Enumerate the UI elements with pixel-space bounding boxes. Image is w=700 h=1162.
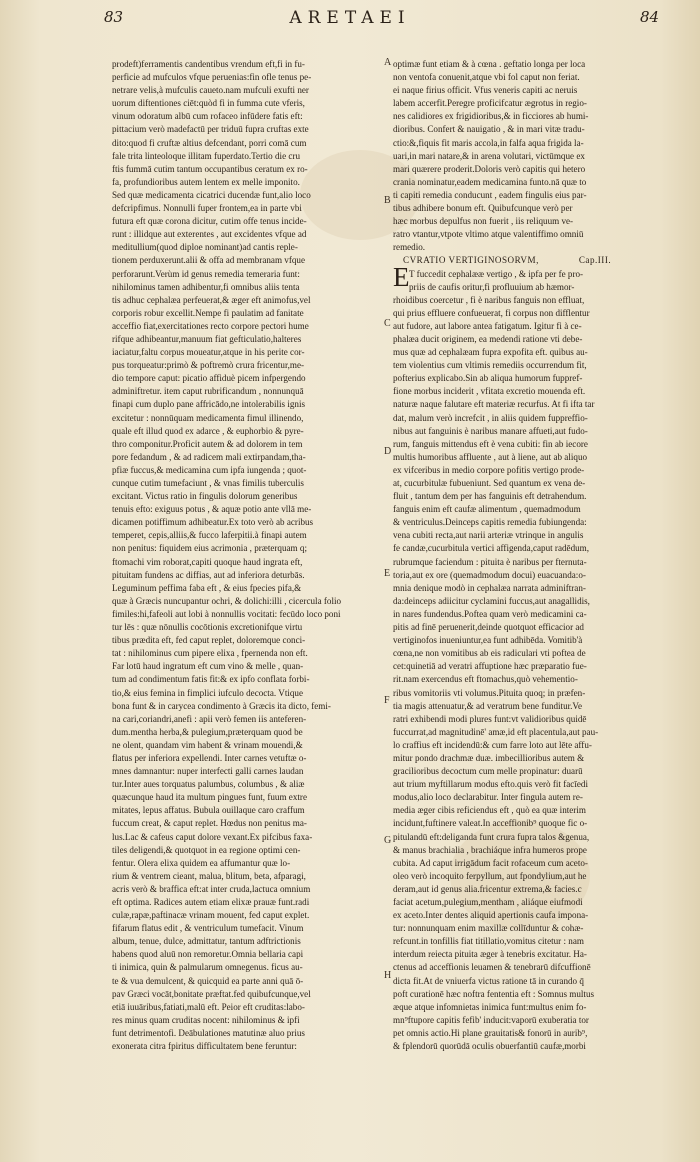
text-line: ribus vomitoriis vti volumus.Pituita quoq; in præfen- [393, 687, 586, 698]
text-line: tibus prædita eft, fed caput replet, doloremque conci- [112, 635, 306, 646]
text-line: rifque adhibeantur,manuum fiat gefticulatio,halteres [112, 333, 302, 344]
text-line: & fplendorū quorūdā oculis obuerfantiū caufæ,morbi [393, 1041, 586, 1052]
text-line: crania nominatur,eadem medicamina funto.nā quæ to [393, 176, 587, 187]
text-line: acceffio fiat,exercitationes recto corpore pectori hume [112, 320, 309, 331]
text-line: fentur. Olera elixa quidem ea affumantur quæ lo- [112, 857, 291, 868]
text-line: nes calidiores ex frigidioribus,& in ficciores ab humi- [393, 111, 589, 122]
text-line: nihilominus tamen adhibentur,fi omnibus aliis tenta [112, 281, 300, 292]
text-line: toria,aut ex ore (quemadmodum docui) euacuanda:o- [393, 569, 586, 580]
text-line: æque atque infomnietas inimica funt:multus enim fo- [393, 1001, 587, 1012]
text-line: vertiginofos inueniuntur,ea funt adhibēda. Vomitib'à [393, 635, 583, 646]
text-line: rubrumque faciendum : pituita è naribus per fternuta- [393, 556, 587, 567]
text-line: hæc morbus depulfus non fuerit , iis reliquum ve- [393, 216, 574, 227]
running-head [0, 8, 700, 30]
text-line: ex vifceribus in medio corpore pofitis vertigo prode- [393, 464, 585, 475]
text-line: ctenus ad acceffionis leuamen & tenebrarū difcuffionē [393, 962, 591, 973]
text-line: rium & ventrem cieant, malua, blitum, beta, afparagi, [112, 870, 306, 881]
text-line: pet omnis actio.Hi plane grauitatis& fonorū in aurib⁹, [393, 1027, 588, 1038]
folio-right: 84 [640, 8, 660, 26]
margin-letter-f: F [384, 695, 390, 706]
text-line: pituitam fundens ac diffias, aut ad inferiora deturbās. [112, 569, 305, 580]
text-line: fanguis enim eft caufæ alimentum , quemadmodum [393, 504, 581, 515]
text-line: res minus quam cruditas nocent: nihilominus & ipfi [112, 1014, 300, 1025]
text-line: tur: nonnunquam enim maxillæ collīduntur & cohæ- [393, 923, 584, 934]
text-line: mn⁹ftupore capitis fefib' inducit:vaporū exuberatia tor [393, 1014, 589, 1025]
running-title: ARETAEI [289, 8, 411, 28]
text-line: & manus brachialia , brachiáque infra humeros prope [393, 844, 587, 855]
text-line: mitates, lepus affatus. Bubula ouillaque caro craffum [112, 805, 305, 816]
text-line: aut fudore, aut labore antea fatigatum. Igitur fi à ce- [393, 320, 582, 331]
text-line: futura eft quæ corona dicitur, cutim offe tenus incide- [112, 216, 307, 227]
text-line: habens quod aluū non remoretur.Omnia bellaria capi [112, 949, 304, 960]
text-line: cubita. Ad caput irrigādum facit rofaceum cum aceto- [393, 857, 588, 868]
text-line: pitis ad finē peruenerit,deinde quotquot efficacior ad [393, 622, 584, 633]
text-line: lus.Lac & cafeus caput dolore vexant.Ex pifcibus faxa- [112, 831, 313, 842]
text-line: fluit , tantum dem per has fanguinis eft detrahendum. [393, 491, 587, 502]
text-line: ctio:&,fiquis fit maris accola,in falfa aqua frigida la- [393, 137, 584, 148]
text-line: tibus adhibere bonum eft. Quibufcunque verò per [393, 203, 573, 214]
text-line: corporis robur excellit.Nempe fi paulatim ad fanitate [112, 307, 304, 318]
text-line: mus quæ ad cephalæam fupra expofita eft. quibus au- [393, 347, 588, 358]
text-line: meditullium(quod diploe nominant)ad cantis reple- [112, 242, 298, 253]
text-line: mnia denique modò in cephalæa narrata adminiftran- [393, 582, 586, 593]
text-line: tiles deligendi,& quotquot in ea regione optimi cen- [112, 844, 301, 855]
text-line: uorum diftentiones ciēt:quòd fi in fumma cute vferis, [112, 98, 305, 109]
text-line: ftomachi vim roborat,capiti quoque haud ingrata eft, [112, 556, 303, 567]
text-line: modus,alio loco declarabitur. Inter fingula autem re- [393, 792, 583, 803]
margin-letter-g: G [384, 835, 392, 846]
text-line: fale trita linteoloque illitam fuperdato.Tertio die cru [112, 150, 300, 161]
text-line: vena cubiti recta,aut narii arteriæ vtrinque in angulis [393, 530, 584, 541]
text-line: culæ,rapæ,paftinacæ vrinam mouent, fed caput explet. [112, 910, 310, 921]
text-line: eft optima. Radices autem etiam elixæ prauæ funt.radi [112, 897, 310, 907]
text-line: da:deinceps adiicitur cyclamini fuccus,aut anagallidis, [393, 595, 590, 606]
text-line: labem accerfit.Peregre proficifcatur ægrotus in regio- [393, 98, 587, 109]
text-line: cunque cutim tumefaciunt , & vnas fimilis tuberculis [112, 478, 304, 488]
text-line: netrare velis,à mufculis caueto.nam mufculi exufti ner [112, 85, 309, 96]
text-line: media æger cibis reficiendus eft , quò ea quæ interim [393, 805, 586, 816]
text-line: na cari,coriandri,anefi : apii verò femen iis anteferen- [112, 713, 307, 724]
text-line: pitulandū eft:deliganda funt crura fupra talos &genua, [393, 831, 590, 842]
text-line: priis de caufis oritur,fi profluuium ab hæmor- [409, 281, 575, 292]
text-line: tis adhuc cephalæa perfeuerat,& æger eft animofus,vel [112, 294, 311, 305]
text-line: tat : nihilominus cum pipere elixa , fpernenda non eft. [112, 648, 308, 659]
text-line: quæcunque haud ita multum pingues funt, fuum extre [112, 792, 307, 803]
text-line: vinum odoratum albū cum rofaceo infūdere fatis eft: [112, 111, 303, 122]
text-line: acris verò & braffica eft:at inter cruda,lactuca omnium [112, 883, 311, 894]
text-line: funt detrimentofi. Deābulationes matutinæ aluo prius [112, 1027, 305, 1038]
text-line: album, tenue, dulce, admittatur, tantum adftrictionis [112, 936, 301, 947]
text-line: bona funt & in carycea condimento à Græcis ita dicto, femi- [112, 700, 331, 711]
drop-capital: E [393, 262, 410, 292]
text-line: te & vua demulcent, & quicquid ea parte anni quā ō- [112, 975, 304, 986]
text-line: perficie ad mufculos vfque peruenias:fin ofle tenus pe- [112, 72, 312, 83]
text-line: ti inimica, quin & palmularum omnegenus. ficus au- [112, 962, 303, 973]
chapter-title: CVRATIO VERTIGINOSORVM, [403, 255, 539, 266]
text-line: tio,& eius femina in fimplici iufculo decocta. Vtique [112, 687, 304, 698]
margin-letter-b: B [384, 195, 391, 206]
text-line: fuccum creat, & caput replet. Hœdus non penitus ma- [112, 818, 307, 829]
text-line: dito:quod fi cruftæ altius defcendant, porri comā cum [112, 137, 307, 148]
text-line: Far lotū haud ingratum eft cum vino & melle , quan- [112, 661, 304, 672]
text-line: optimæ funt etiam & à cœna . geftatio longa per loca [393, 59, 586, 69]
folio-left: 83 [104, 8, 124, 26]
text-line: ti capiti remedia conducunt , eadem fingulis eius par- [393, 189, 587, 200]
text-line: interdum reiecta pituita æger à tenebris excitatur. Ha- [393, 949, 587, 960]
text-line: ratri exhibendi modi plures funt:vt validioribus quidē [393, 713, 587, 724]
text-line: fifarum flatus edit , & ventriculum tumefacit. Vinum [112, 923, 304, 934]
chapter-heading [393, 254, 668, 267]
text-line: mari quærere proderit.Doloris verò capitis qui hetero [393, 163, 586, 174]
text-line: qui prius effluere confueuerat, fi corpus non difflentur [393, 307, 590, 318]
margin-letter-a: A [384, 57, 392, 68]
text-line: deram,aut id genus alia.fricentur extrema,& facies.c [393, 883, 582, 894]
text-line: T fuccedit cephalææ vertigo , & ipfa per fe pro- [409, 268, 584, 279]
text-line: at, cucurbitulæ fubueniunt. Sed quantum ex vena de- [393, 478, 586, 488]
text-line: non penitus: fiquidem eius acrimonia , præterquam q; [112, 543, 307, 554]
text-line: multis humoribus affluente , aut à liene, aut ab aliquo [393, 451, 588, 462]
text-line: tum ad condimentum fatis fit:& ex ipfo conflata forbi- [112, 674, 310, 685]
text-line: excitant. Victus ratio in fingulis dolorum generibus [112, 491, 298, 502]
text-line: etiā iuuāribus,fatiati,malū eft. Peior eft cruditas:labo- [112, 1001, 305, 1012]
chapter-number: Cap.III. [578, 255, 612, 266]
text-line: tur.Inter aues torquatus palumbus, columbus , & aliæ [112, 779, 305, 790]
text-line: fione morbus inciderit , vfitata excretio mouenda eft. [393, 386, 586, 397]
text-line: in nares fundendus.Poftea quam verò medicamini ca- [393, 608, 587, 619]
text-line: fimiles:hi,fafeoli aut lobi à nonnullis vocitati: fecūdo loco poni [112, 608, 341, 619]
text-line: exonerata citra fpiritus difficultatem bene feruntur: [112, 1041, 297, 1052]
text-line: finapi cum duplo pane affricādo,ne intolerabilis ignis [112, 399, 306, 410]
text-line: dioribus. Confert & nauigatio , & in mari vitæ tradu- [393, 124, 585, 135]
text-line: uari,in mari natare,& in arena volutari, victūmque ex [393, 150, 585, 161]
text-line: mnes damnantur: nuper interfecti galli carnes laudan [112, 766, 304, 777]
text-line: thro componitur.Proficit autem & ad dolorem in tem [112, 438, 303, 449]
text-line: pus torqueatur:primò & poftremò crura fricentur,me- [112, 360, 305, 371]
text-line: faciat acetum,pulegium,mentham , aliáque eiufmodi [393, 897, 583, 907]
text-line: lo craffius eft incidendū:& cum farre loto aut lēte affu- [393, 739, 592, 750]
text-line: mitur pondo drachmæ duæ. imbecillioribus autem & [393, 752, 585, 763]
text-line: fuccurrat,ad magnitudinē' amæ,id eft placentula,aut pau- [393, 726, 599, 737]
text-line: incidunt,fuftinere valeat.In acceffionib⁹ quoque fic o- [393, 818, 588, 829]
text-line: tenuis efto: exiguus potus , & aquæ potio ante vllā me- [112, 504, 312, 515]
text-line: tem violentius cum vltimis remediis occurrendum fit, [393, 360, 587, 371]
text-line: poft curationē hæc noftra fententia eft : Somnus multus [393, 988, 595, 999]
text-line: remedio. [393, 242, 426, 253]
text-line: gracilioribus decoctum cum melle propinatur: duarū [393, 766, 583, 777]
text-line: ex aceto.Inter dentes aliquid apertionis caufa impona- [393, 910, 589, 921]
left-column [112, 58, 382, 1053]
text-line: dicamen potiffimum adhibeatur.Ex toto verò ab acribus [112, 517, 314, 528]
text-line: dum.mentha herba,& pulegium,præterquam quod be [112, 726, 303, 737]
text-line: excitetur : nonnūquam medicamenta fimul illinendo, [112, 412, 304, 423]
text-line: cœna,ne non vomitibus ab eis radiculari vti poftea de [393, 648, 586, 659]
text-line: ne olent, quandam vim habent & vrinam mouendi,& [112, 739, 303, 750]
text-line: dicta fit.At de vniuerfa victus ratione tā in curando q̄ [393, 975, 584, 986]
text-line: phalæa ducit originem, ea medendi ratione vti debe- [393, 333, 583, 344]
text-line: dio tempore caput: picatio affiduè picem infpergendo [112, 373, 306, 384]
text-line: temperet, cepis,alliis,& fucco laferpitii.à finapi autem [112, 530, 307, 541]
text-line: pore fedandum , & ad radicem mali extirpandam,tha- [112, 451, 306, 462]
text-line: rhoidibus coercetur , fi è naribus fanguis non effluat, [393, 294, 585, 305]
text-line: ei naque firius officit. Vfus veneris capiti ac neruis [393, 85, 578, 96]
text-line: pav Græci vocāt,bonitate præftat.fed quibufcunque,vel [112, 988, 311, 999]
text-line: dat, malum verò increfcit , in aliis quidem fuppreffio- [393, 412, 588, 423]
right-column [393, 58, 668, 1053]
text-line: oleo verò incoquito ferpyllum, aut fpondylium,aut he [393, 870, 587, 881]
text-line: rit.nam exercendus eft ftomachus,quò vehementio- [393, 674, 578, 685]
text-line: rum, fanguis mittendus eft è vena cubiti: fin ab iecore [393, 438, 588, 449]
text-line: refcunt.in tonfillis fiat titillatio,vomitus citetur : nam [393, 936, 584, 947]
text-line: fa, profundioribus autem lentem ex melle imponito. [112, 176, 300, 187]
text-line: tur lēs : quæ nōnullis cocōtionis excretionifque virtu [112, 622, 303, 633]
text-line: non ventofa conuenit,atque vbi fol caput non feriat. [393, 72, 580, 83]
text-line: pofterius explicabo.Sin ab aliqua humorum fuppref- [393, 373, 583, 384]
text-line: cet:quinetiā ad veratri affuptione hæc præparatio fue- [393, 661, 587, 672]
text-line: fe candæ,cucurbitula vertici affigenda,caput radēdum, [393, 543, 590, 554]
text-line: aut trium myftillarum modus efto.quis verò fit facīedi [393, 779, 588, 790]
text-line: nibus aut fanguinis è naribus manare affueti,aut fudo- [393, 425, 588, 436]
text-line: quale eft illud quod ex adarce , & euphorbio & pyre- [112, 425, 304, 436]
margin-letter-d: D [384, 446, 392, 457]
text-line: adminiftretur. item caput rubrificandum , nonnunquā [112, 386, 304, 397]
text-line: prodeft)ferramentis candentibus vrendum eft,fi in fu- [112, 59, 305, 69]
text-line: defcripfimus. Nonnulli fuper frontem,ea in parte vbi [112, 203, 302, 214]
text-line: tionem perduxerunt.alii & offa ad membranam vfque [112, 255, 306, 266]
text-line: Leguminum peffima faba eft , & eius fpecies pifa,& [112, 582, 302, 593]
text-line: ratro vtantur,vtpote vltimo atque valentiffimo omniū [393, 229, 584, 240]
text-line: runt : illidque aut exterentes , aut excidentes vfque ad [112, 229, 307, 240]
margin-letter-e: E [384, 568, 391, 579]
text-line: tia magis attenuatur,& ad veratrum bene funditur.Ve [393, 700, 583, 711]
text-line: flatus per inferiora expellendi. Inter carnes vetuftæ o- [112, 752, 307, 763]
text-line: quæ à Græcis nuncupantur ochri, & dolichi:illi , cicercula folio [112, 595, 342, 606]
text-line: perforarunt.Verùm id genus remedia temeraria funt: [112, 268, 300, 279]
margin-letter-h: H [384, 970, 392, 981]
text-line: iaciatur,faltu corpus moueatur,atque in his perite cor- [112, 347, 305, 358]
text-line: pittacium verò madefactū per triduū fupra cruftas exte [112, 124, 309, 135]
text-line: & ventriculus.Deinceps capitis remedia fubiungenda: [393, 517, 587, 528]
text-line: Sed quæ medicamenta cicatrici ducendæ funt,alio loco [112, 189, 311, 200]
margin-letter-c: C [384, 318, 391, 329]
text-line: pfiæ fuccus,& medicamina cum ipfa iungenda ; quot- [112, 464, 307, 475]
text-line: naturæ naque falutare eft materiæ recurfus. At fi ifta tar [393, 399, 595, 410]
text-line: ftis fummā cutim tantum occupantibus ceratum ex ro- [112, 163, 308, 174]
